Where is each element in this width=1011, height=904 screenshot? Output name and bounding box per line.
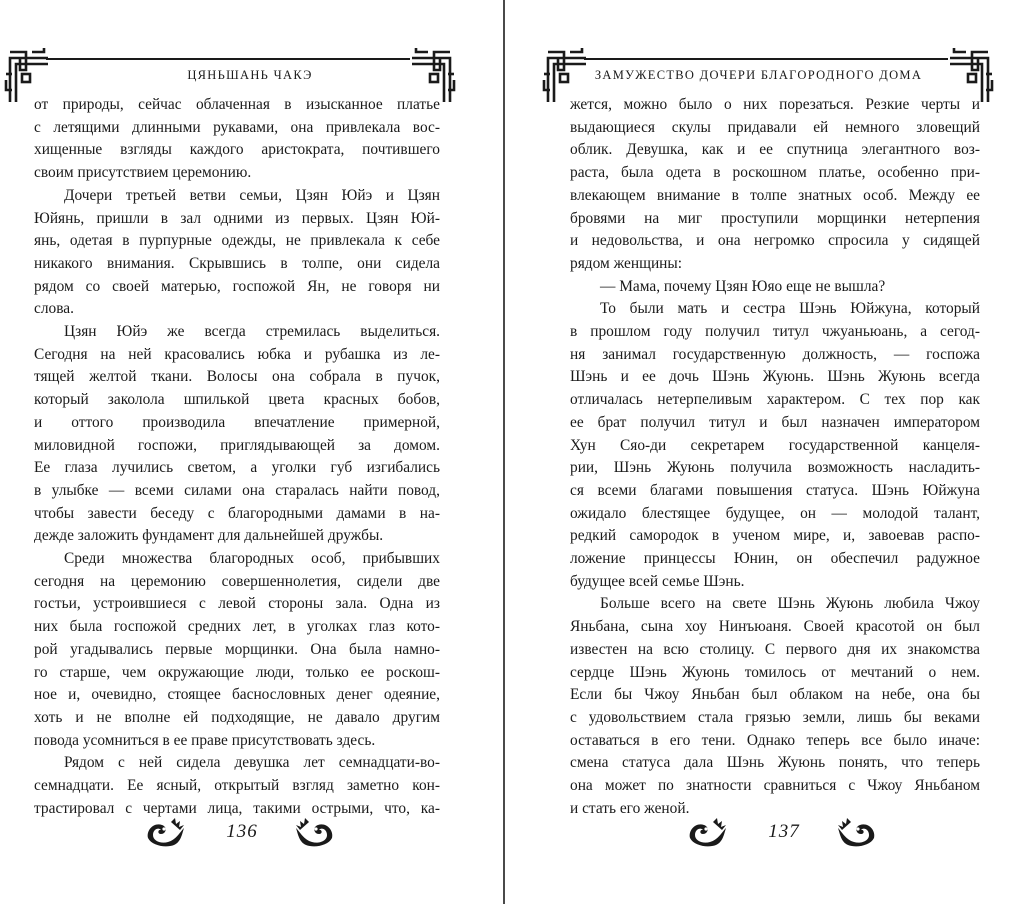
text-line: бровями на миг проступили морщинки нетерпения: [570, 209, 980, 227]
text-line: своим присутствием церемонию.: [34, 164, 252, 182]
text-line: Яньбана, сына хоу Нинъюаня. Своей красотой он был: [570, 618, 980, 636]
folio: [132, 816, 352, 850]
text-line: миловидной госпожи, приглядывающей за домом.: [34, 436, 440, 454]
text-line: тящей желтой ткани. Волосы она собрала в пучок,: [34, 368, 440, 386]
text-line: сегодня на церемонию совершеннолетия, сидели две: [34, 572, 440, 590]
body-text: [570, 94, 980, 821]
text-line: ное и, очевидно, стоящее баснословных денег одеяние,: [34, 686, 440, 704]
text-line: никакого внимания. Скрывшись в толпе, они сидела: [34, 254, 440, 272]
text-line: выдающиеся скулы придавали ей немного зловещий: [570, 118, 980, 136]
text-line: Хун Сяо-ди секретарем государственной канцеля-: [570, 436, 980, 454]
running-head: ЦЯНЬШАНЬ ЧАКЭ: [187, 68, 313, 82]
text-line: раста, была одета в роскошном платье, особенно при-: [570, 164, 980, 182]
text-line: Больше всего на свете Шэнь Жуюнь любила Чжоу: [600, 595, 980, 613]
text-line: она может по знатности сравниться с Чжоу Яньбаном: [570, 777, 980, 795]
text-line: смена статуса дала Шэнь Жуюнь понять, что теперь: [570, 754, 980, 772]
right-page: [506, 0, 1011, 904]
text-line: — Мама, почему Цзян Юяо еще не вышла?: [600, 277, 886, 295]
header-rule: [46, 58, 410, 60]
text-line: который заколола шпилькой цвета красных бобов,: [34, 391, 440, 409]
text-line: Среди множества благородных особ, прибывших: [64, 550, 440, 568]
text-line: семнадцати. Ее ясный, открытый взгляд заметно кон-: [34, 777, 440, 795]
text-line: Ее глаза лучились светом, а уголки губ изгибались: [34, 459, 440, 477]
text-line: будущее всей семье Шэнь.: [570, 572, 745, 590]
text-line: Рядом с ней сидела девушка лет семнадцати-во-: [64, 754, 440, 772]
text-line: ее брат получил титул и был назначен императором: [570, 413, 980, 431]
text-line: гостьи, устроившиеся с левой стороны зала. Одна из: [34, 595, 440, 613]
text-line: них была госпожой средних лет, в уголках глаз кото-: [34, 618, 440, 636]
text-line: ся всеми благами повышения статуса. Шэнь Юйжуна: [570, 481, 980, 499]
text-line: в прошлом году получил титул чжуаньюань, а сегод-: [570, 323, 980, 341]
text-line: дежде заложить фундамент для дальнейшей дружбы.: [34, 527, 384, 545]
text-line: слова.: [34, 300, 74, 318]
text-line: ня занимал государственную должность, — госпожа: [570, 345, 980, 363]
text-line: То были мать и сестра Шэнь Юйжуна, который: [600, 300, 980, 318]
text-line: сердце Шэнь Жуюнь томилось от мечтаний о нем.: [570, 663, 980, 681]
text-line: и стать его женой.: [570, 799, 690, 817]
text-line: трастировал с чертами лица, такими острыми, что, ка-: [34, 799, 440, 817]
text-line: оставаться в его тени. Однако теперь все было иначе:: [570, 731, 980, 749]
text-line: Цзян Юйэ же всегда стремилась выделиться.: [64, 323, 440, 341]
text-line: рядом со своей матерью, госпожой Ян, не говоря ни: [34, 277, 440, 295]
header-rule: [584, 58, 948, 60]
left-page: [0, 0, 503, 904]
dragon-icon: [292, 816, 336, 848]
page-number: 136: [226, 821, 258, 842]
text-line: жется, можно было о них порезаться. Резкие черты и: [570, 96, 980, 113]
text-line: влекающем внимание в толпе знатных особ. Между ее: [570, 186, 980, 204]
text-line: го старше, чем окружающие люди, только ее роскош-: [34, 663, 440, 681]
text-line: рой угадывались первые морщинки. Она была намно-: [34, 640, 440, 658]
text-line: Юйянь, пришли в зал одними из первых. Цзян Юй-: [34, 209, 440, 227]
text-line: с летящими длинными рукавами, она привлекала вос-: [34, 118, 440, 136]
text-line: повода усомниться в ее праве присутствовать здесь.: [34, 731, 376, 749]
body-text: [34, 94, 440, 821]
text-line: Дочери третьей ветви семьи, Цзян Юйэ и Цзян: [64, 186, 440, 204]
text-line: хоть и не вполне ей подходящие, не давало другим: [34, 708, 440, 726]
text-line: и недовольства, и она негромко спросила у сидящей: [570, 232, 980, 250]
dragon-icon: [144, 816, 188, 848]
running-head: ЗАМУЖЕСТВО ДОЧЕРИ БЛАГОРОДНОГО ДОМА: [594, 68, 923, 82]
text-line: ожидало блестящее будущее, он — молодой талант,: [570, 504, 980, 522]
text-line: янь, одетая в пурпурные одежды, не привлекала к себе: [34, 232, 440, 250]
text-line: ложение принцессы Юнин, он обеспечил радужное: [570, 550, 980, 568]
folio: [674, 816, 894, 850]
page-number: 137: [768, 821, 800, 842]
text-line: Сегодня на ней красовались юбка и рубашка из ле-: [34, 345, 440, 363]
text-line: рядом женщины:: [570, 254, 683, 272]
page-gutter: [503, 0, 505, 904]
text-line: известен на всю столицу. С первого дня их знакомства: [570, 640, 980, 658]
dragon-icon: [686, 816, 730, 848]
dragon-icon: [834, 816, 878, 848]
text-line: Шэнь и ее дочь Шэнь Жуюнь. Шэнь Жуюнь всегда: [570, 368, 980, 386]
text-line: облик. Девушка, как и ее спутница элегантного воз-: [570, 141, 980, 159]
text-line: с удовольствием стала грязью земли, лишь бы веками: [570, 708, 980, 726]
text-line: редкий самородок в ученом мире, и, завоевав распо-: [570, 527, 980, 545]
text-line: отличалась нетерпеливым характером. С тех пор как: [570, 391, 980, 409]
text-line: рии, Шэнь Жуюнь получила возможность насладить-: [570, 459, 980, 477]
text-line: Если бы Чжоу Яньбан был облаком на небе, она бы: [570, 686, 980, 704]
text-line: чтобы завести беседу с благородными дамами в на-: [34, 504, 440, 522]
text-line: хищенные взгляды каждого аристократа, почтившего: [34, 141, 440, 159]
text-line: от природы, сейчас облаченная в изысканное платье: [34, 96, 440, 113]
text-line: и оттого производила впечатление примерной,: [34, 413, 440, 431]
text-line: в улыбке — всеми силами она старалась найти повод,: [34, 481, 440, 499]
